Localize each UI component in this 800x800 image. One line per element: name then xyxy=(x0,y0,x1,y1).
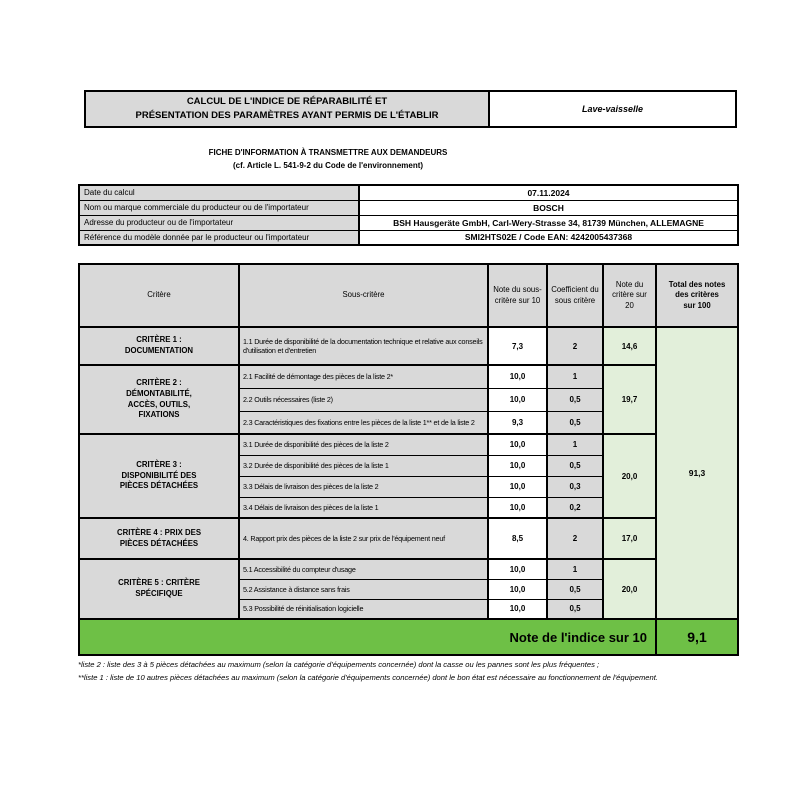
header-note-critere-20: Note du critère sur 20 xyxy=(603,264,656,327)
subcriterion-5-1-note: 10,0 xyxy=(488,559,547,579)
subcriterion-5-2-label: 5.2 Assistance à distance sans frais xyxy=(239,579,488,599)
final-index-row xyxy=(79,619,738,655)
total-notes-100-cell: 91,3 xyxy=(656,327,738,619)
criterion-5-note20: 20,0 xyxy=(603,559,656,619)
subcriterion-3-1-label: 3.1 Durée de disponibilité des pièces de la liste 2 xyxy=(239,434,488,455)
subcriterion-2-1-note: 10,0 xyxy=(488,365,547,388)
info-label-address: Adresse du producteur ou de l'importateur xyxy=(79,215,359,230)
subcriterion-4-label: 4. Rapport prix des pièces de la liste 2 sur prix de l'équipement neuf xyxy=(239,518,488,559)
info-label-date: Date du calcul xyxy=(79,185,359,200)
subcriterion-5-3-label: 5.3 Possibilité de réinitialisation logicielle xyxy=(239,599,488,619)
subcriterion-1-1-label: 1.1 Durée de disponibilité de la documentation technique et relative aux conseils d'utilisation et d'entretien xyxy=(239,327,488,365)
header-coefficient: Coefficient du sous critère xyxy=(547,264,603,327)
criterion-1-name-cell: CRITÈRE 1 : DOCUMENTATION xyxy=(79,327,239,365)
subcriterion-3-2-note: 10,0 xyxy=(488,455,547,476)
fiche-subtitle-line-1: FICHE D'INFORMATION À TRANSMETTRE AUX DEMANDEURS xyxy=(208,148,448,157)
info-row-address xyxy=(79,215,738,230)
subcriterion-3-2-label: 3.2 Durée de disponibilité des pièces de la liste 1 xyxy=(239,455,488,476)
title-line-2: PRÉSENTATION DES PARAMÈTRES AYANT PERMIS DE L'ÉTABLIR xyxy=(135,110,439,121)
criterion-1-row xyxy=(79,327,738,365)
criterion-3-row xyxy=(79,434,738,455)
subcriterion-2-1-label: 2.1 Facilité de démontage des pièces de la liste 2* xyxy=(239,365,488,388)
subcriterion-4-coeff: 2 xyxy=(547,518,603,559)
subcriterion-5-1-coeff: 1 xyxy=(547,559,603,579)
document-header xyxy=(84,90,737,128)
info-value-brand: BOSCH xyxy=(359,200,738,215)
info-row-date xyxy=(79,185,738,200)
subcriterion-1-1-note: 7,3 xyxy=(488,327,547,365)
criteria-table xyxy=(78,263,739,656)
final-index-label: Note de l'indice sur 10 xyxy=(79,619,656,655)
subcriterion-5-2-coeff: 0,5 xyxy=(547,579,603,599)
producer-info-table xyxy=(78,184,739,246)
subcriterion-5-2-note: 10,0 xyxy=(488,579,547,599)
footnotes xyxy=(78,659,758,685)
subcriterion-3-1-coeff: 1 xyxy=(547,434,603,455)
info-label-model: Référence du modèle donnée par le producteur ou l'importateur xyxy=(79,230,359,245)
footnote-liste-2: *liste 2 : liste des 3 à 5 pièces détachées au maximum (selon la catégorie d'équipements concernée) dont la casse ou les pannes sont les plus fréquentes ; xyxy=(78,660,600,669)
subcriterion-2-2-coeff: 0,5 xyxy=(547,388,603,411)
subcriterion-3-3-coeff: 0,3 xyxy=(547,476,603,497)
criterion-3-name-cell: CRITÈRE 3 : DISPONIBILITÉ DES PIÈCES DÉTACHÉES xyxy=(79,434,239,518)
info-row-brand xyxy=(79,200,738,215)
subcriterion-2-1-coeff: 1 xyxy=(547,365,603,388)
footnote-liste-1: **liste 1 : liste de 10 autres pièces détachées au maximum (selon la catégorie d'équipements concernée) dont le bon état est nécessaire au fonctionnement de l'équipement. xyxy=(78,672,658,682)
criteria-table-header-row xyxy=(79,264,738,327)
header-sous-critere: Sous-critère xyxy=(239,264,488,327)
fiche-subtitle-line-2: (cf. Article L. 541-9-2 du Code de l'environnement) xyxy=(232,160,424,170)
criterion-1-note20: 14,6 xyxy=(603,327,656,365)
product-category-label: Lave-vaisselle xyxy=(581,104,644,114)
info-value-date: 07.11.2024 xyxy=(359,185,738,200)
title-line-1: CALCUL DE L'INDICE DE RÉPARABILITÉ ET xyxy=(186,96,388,108)
subcriterion-5-3-note: 10,0 xyxy=(488,599,547,619)
header-critere: Critère xyxy=(79,264,239,327)
criterion-2-row xyxy=(79,365,738,388)
criterion-5-row xyxy=(79,559,738,579)
subcriterion-3-3-label: 3.3 Délais de livraison des pièces de la liste 2 xyxy=(239,476,488,497)
criterion-2-name-cell: CRITÈRE 2 : DÉMONTABILITÉ, ACCÈS, OUTILS, FIXATIONS xyxy=(79,365,239,434)
document-title xyxy=(84,90,490,128)
fiche-subtitle xyxy=(78,147,578,173)
criterion-4-note20: 17,0 xyxy=(603,518,656,559)
subcriterion-3-4-coeff: 0,2 xyxy=(547,497,603,518)
info-value-model: SMI2HTS02E / Code EAN: 4242005437368 xyxy=(359,230,738,245)
header-note-sous-critere: Note du sous- critère sur 10 xyxy=(488,264,547,327)
subcriterion-3-1-note: 10,0 xyxy=(488,434,547,455)
info-row-model xyxy=(79,230,738,245)
subcriterion-4-note: 8,5 xyxy=(488,518,547,559)
product-category-box xyxy=(490,90,737,128)
criterion-3-note20: 20,0 xyxy=(603,434,656,518)
subcriterion-2-3-note: 9,3 xyxy=(488,411,547,434)
subcriterion-3-4-label: 3.4 Délais de livraison des pièces de la liste 1 xyxy=(239,497,488,518)
criterion-4-row xyxy=(79,518,738,559)
subcriterion-2-3-label: 2.3 Caractéristiques des fixations entre les pièces de la liste 1** et de la liste 2 xyxy=(239,411,488,434)
subcriterion-3-3-note: 10,0 xyxy=(488,476,547,497)
subcriterion-2-2-note: 10,0 xyxy=(488,388,547,411)
subcriterion-1-1-coeff: 2 xyxy=(547,327,603,365)
subcriterion-5-3-coeff: 0,5 xyxy=(547,599,603,619)
subcriterion-3-2-coeff: 0,5 xyxy=(547,455,603,476)
subcriterion-3-4-note: 10,0 xyxy=(488,497,547,518)
info-value-address: BSH Hausgeräte GmbH, Carl-Wery-Strasse 34, 81739 München, ALLEMAGNE xyxy=(359,215,738,230)
subcriterion-2-3-coeff: 0,5 xyxy=(547,411,603,434)
header-total-100: Total des notes des critères sur 100 xyxy=(656,264,738,327)
subcriterion-5-1-label: 5.1 Accessibilité du compteur d'usage xyxy=(239,559,488,579)
criterion-4-name-cell: CRITÈRE 4 : PRIX DES PIÈCES DÉTACHÉES xyxy=(79,518,239,559)
criterion-2-note20: 19,7 xyxy=(603,365,656,434)
criterion-5-name-cell: CRITÈRE 5 : CRITÈRE SPÉCIFIQUE xyxy=(79,559,239,619)
final-index-value: 9,1 xyxy=(656,619,738,655)
info-label-brand: Nom ou marque commerciale du producteur ou de l'importateur xyxy=(79,200,359,215)
subcriterion-2-2-label: 2.2 Outils nécessaires (liste 2) xyxy=(239,388,488,411)
